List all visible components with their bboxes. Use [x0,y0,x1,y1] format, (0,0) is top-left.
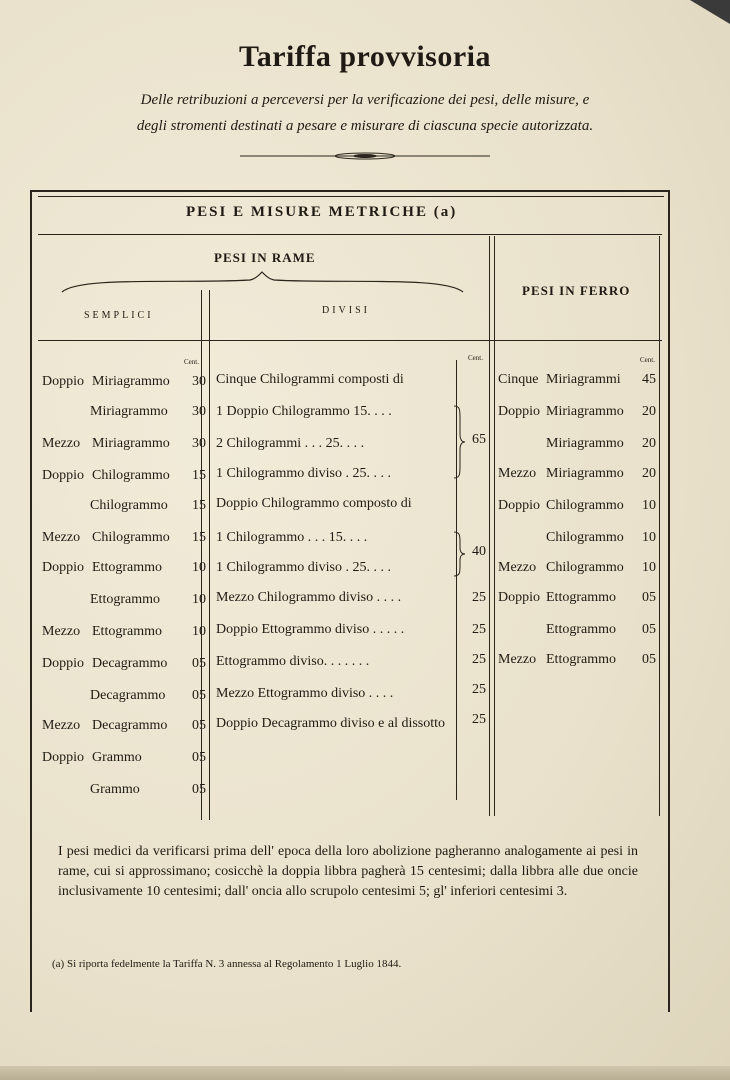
simple-cent: 30 [192,436,206,451]
iron-cent: 10 [642,530,656,545]
simple-prefix: Doppio [42,374,84,389]
iron-name: Ettogrammo [546,622,616,637]
footnote: (a) Si riporta fedelmente la Tariffa N. 3 annessa al Regolamento 1 Luglio 1844. [52,958,402,970]
simple-prefix: Mezzo [42,530,81,545]
simple-name: Chilogrammo [92,468,170,483]
simple-prefix: Doppio [42,560,84,575]
group-heading-copper: PESI IN RAME [214,250,316,265]
divided-item: 1 Chilogrammo . . . 15. . . . [216,530,368,545]
simple-name: Grammo [92,750,142,765]
divided-cent: 25 [472,652,486,667]
simple-cent: 30 [192,374,206,389]
ornament-rule [240,152,490,160]
divided-item: Cinque Chilogrammi composti di [216,372,404,387]
simple-cent: 15 [192,530,206,545]
simple-cent: 15 [192,468,206,483]
simple-cent: 05 [192,718,206,733]
simple-prefix: Mezzo [42,436,81,451]
divided-item: 1 Chilogrammo diviso . 25. . . . [216,466,391,481]
divided-cent: 25 [472,682,486,697]
table-heading: PESI E MISURE METRICHE (a) [186,204,458,220]
iron-name: Ettogrammo [546,652,616,667]
iron-name: Ettogrammo [546,590,616,605]
cent-label-iron: Cent. [640,356,655,364]
iron-cent: 20 [642,436,656,451]
simple-cent: 30 [192,404,206,419]
brace-copper [60,270,465,294]
divided-cent: 25 [472,622,486,637]
iron-cent: 20 [642,404,656,419]
divided-item: 1 Doppio Chilogrammo 15. . . . [216,404,392,419]
iron-name: Chilogrammo [546,530,624,545]
simple-name: Decagrammo [92,656,168,671]
iron-prefix: Doppio [498,498,540,513]
iron-cent: 20 [642,466,656,481]
heading-rule [38,234,662,235]
subtitle-line-1: Delle retribuzioni a perceversi per la verificazione dei pesi, delle misure, e [140,92,590,108]
iron-cent: 10 [642,560,656,575]
simple-name: Miriagrammo [92,374,170,389]
iron-cent: 05 [642,622,656,637]
divided-cent: 40 [472,544,486,559]
simple-name: Chilogrammo [90,498,168,513]
simple-name: Decagrammo [92,718,168,733]
divided-item: 1 Chilogrammo diviso . 25. . . . [216,560,391,575]
simple-cent: 10 [192,560,206,575]
iron-prefix: Mezzo [498,466,537,481]
iron-name: Miriagrammo [546,404,624,419]
divided-item: Ettogrammo diviso. . . . . . . [216,654,370,669]
simple-name: Miriagrammo [90,404,168,419]
iron-name: Miriagrammo [546,436,624,451]
simple-prefix: Doppio [42,468,84,483]
col-heading-simple: SEMPLICI [84,310,154,321]
simple-cent: 05 [192,750,206,765]
divided-item: Doppio Ettogrammo diviso . . . . . [216,622,405,637]
iron-prefix: Doppio [498,590,540,605]
simple-name: Miriagrammo [92,436,170,451]
simple-name: Chilogrammo [92,530,170,545]
iron-name: Miriagrammi [546,372,621,387]
iron-cent: 10 [642,498,656,513]
divided-item: Mezzo Chilogrammo diviso . . . . [216,590,402,605]
simple-prefix: Doppio [42,750,84,765]
simple-cent: 05 [192,656,206,671]
simple-cent: 15 [192,498,206,513]
iron-cent: 05 [642,652,656,667]
divided-item: Mezzo Ettogrammo diviso . . . . [216,686,394,701]
torn-corner [690,0,730,24]
col-heading-divided: DIVISI [322,305,370,316]
divided-cent: 25 [472,590,486,605]
divided-cent: 65 [472,432,486,447]
simple-name: Ettogrammo [92,560,162,575]
subtitle-line-2: degli stromenti destinati a pesare e misurare di ciascuna specie autorizzata. [136,118,594,134]
cent-label-simple: Cent. [184,358,199,366]
iron-cent: 45 [642,372,656,387]
divided-cent: 25 [472,712,486,727]
simple-cent: 05 [192,688,206,703]
simple-name: Decagrammo [90,688,166,703]
iron-prefix: Mezzo [498,652,537,667]
col-heading-iron: PESI IN FERRO [522,283,631,298]
paper-edge [0,1066,730,1080]
vrule-1 [201,290,202,820]
iron-name: Chilogrammo [546,560,624,575]
divided-item: Doppio Decagrammo diviso e al dissotto [216,716,446,731]
iron-name: Chilogrammo [546,498,624,513]
iron-prefix: Cinque [498,372,539,387]
iron-prefix: Mezzo [498,560,537,575]
vrule-5 [494,236,495,816]
simple-cent: 10 [192,592,206,607]
simple-prefix: Doppio [42,656,84,671]
simple-prefix: Mezzo [42,718,81,733]
divided-item: Doppio Chilogrammo composto di [216,496,412,511]
brace-group-2 [452,530,466,578]
note-paragraph: I pesi medici da verificarsi prima dell' epoca della loro abolizione pagheranno analogamente ai pesi in rame, cui si approssimano; cosicchè la doppia libbra pagherà 15 centesimi; dalla libbra alle due oncie inclusivamente 10 centesimi; dall' oncia allo scrupolo centesimi 5; gl' inferiori centesimi 3. [58,844,638,899]
iron-name: Miriagrammo [546,466,624,481]
cent-label-divided: Cent. [468,354,483,362]
simple-name: Ettogrammo [92,624,162,639]
vrule-2 [209,290,210,820]
vrule-6 [659,236,660,816]
document-title: Tariffa provvisoria [238,40,491,73]
divided-item: 2 Chilogrammi . . . 25. . . . [216,436,365,451]
simple-cent: 10 [192,624,206,639]
simple-name: Ettogrammo [90,592,160,607]
brace-group-1 [452,404,466,480]
simple-prefix: Mezzo [42,624,81,639]
header-rule [38,340,662,341]
simple-cent: 05 [192,782,206,797]
simple-name: Grammo [90,782,140,797]
iron-cent: 05 [642,590,656,605]
vrule-4 [489,236,490,816]
iron-prefix: Doppio [498,404,540,419]
